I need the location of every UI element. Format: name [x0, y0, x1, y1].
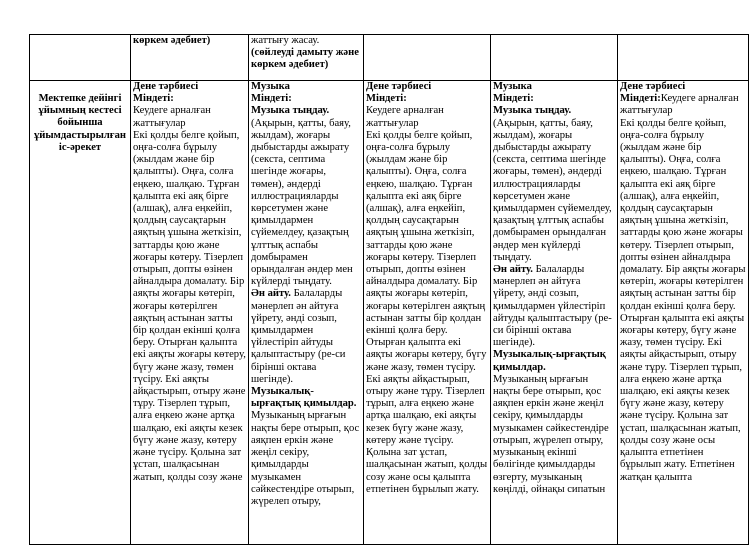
day-title: Дене тәрбиесі [133, 81, 199, 92]
block-text: Кеудеге арналған жаттығулар [620, 93, 739, 117]
task-label: Міндеті: [493, 93, 534, 105]
block-heading: Музыка тыңдау. [251, 105, 330, 117]
top-cell-2-text: жаттығу жасау. [251, 35, 320, 46]
task-label: Міндеті: [133, 93, 174, 105]
block-text: Екі қолды белге қойып, оңға-солға бұрылу (жылдам және бір қалыпты). Оңға, солға еңкею, шалқаю. Тұрған қалыпта екі аяқ бірге (алшақ), алға еңкейіп, қолдың саусақтарын аяқтың ұшына жеткізіп, заттарды қою және жоғары көтеру. Тізерлеп отырып, допты өзінен айналдыра домалату. Бір аяқты жоғары көтеріп, жоғары көтерілген аяқтың астынан затты бір қолдан екінші қолға беру. Отырған қалыпта екі аяқты жоғары көтеру, бүгу және жазу, төмен түсіру. Екі аяқты айқастырып, отыру және тұру. Тізерлеп тұрып, алға еңкею және артқа шалқаю, екі аяқты кезек бүгу және жазу, көтеру және түсіру. Қолына зат ұстап, шалқасынан жатып, қолды созу және осы қалыпта етпетінен бұрылып жату. Етпетінен жатқан қалыпта [620, 117, 746, 483]
top-cell-4 [491, 35, 618, 81]
block-text: Кеудеге арналған жаттығулар [366, 105, 444, 129]
top-cell-1 [131, 35, 249, 81]
day-cell-1 [131, 81, 249, 545]
block-heading: Музыкалық-ырғақтық қимылдар. [493, 349, 606, 373]
schedule-table [29, 34, 749, 545]
block-text: Екі қолды белге қойып, оңға-солға бұрылу (жылдам және бір қалыпты). Оңға, солға еңкею, шалқаю. Тұрған қалыпта екі аяқ бірге (алшақ), алға еңкейіп, қолдың саусақтарын аяқтың ұшына жеткізіп, заттарды қою және жоғары көтеру. Тізерлеп отырып, допты өзінен айналдыра домалату. Бір аяқты жоғары көтеріп, жоғары көтерілген аяқтың астынан затты бір қолдан екінші қолға беру. Отырған қалыпта екі аяқты жоғары көтеру, бүгу және жазу, төмен түсіру. Екі аяқты айқастырып, отыру және тұру. Тізерлеп тұрып, алға еңкею және артқа шалқаю, екі аяқты кезек бүгу және жазу, көтеру және түсіру. Қолына зат ұстап, шалқасынан жатып, қолды созу және осы қалыпта етпетінен бұрылып жату. [366, 129, 488, 495]
task-label: Міндеті: [251, 93, 292, 105]
top-cell-2-note: (сөйлеуді дамыту және көркем әдебиет) [251, 47, 359, 71]
activity-row [30, 81, 749, 545]
top-cell-1-text: көркем әдебиет) [133, 35, 211, 46]
day-title: Музыка [251, 81, 290, 92]
block-heading: Ән айту. [251, 288, 291, 300]
block-heading: Музыкалық-ырғақтық қимылдар. [251, 386, 357, 410]
day-title: Дене тәрбиесі [366, 81, 432, 92]
day-cell-5 [618, 81, 749, 545]
top-cell-2 [249, 35, 364, 81]
block-text: Музыканың ырғағын нақты бере отырып, қос аяқпен еркін және жеңіл секіру, қимылдарды музыкамен сәйкестендіре отырып, жүрелеп отыру, [251, 410, 360, 507]
block-text: Кеудеге арналған жаттығулар [133, 105, 211, 129]
task-label: Міндеті: [366, 93, 407, 105]
day-title: Музыка [493, 81, 532, 92]
top-cell-5 [618, 35, 749, 81]
block-heading: Ән айту. [493, 264, 533, 276]
day-cell-4 [491, 81, 618, 545]
block-text: (Ақырын, қатты, баяу, жылдам), жоғары дыбыстарды ажырату (секста, септима шегінде жоғары, төмен), әндерді иллюстрацияларды көрсетумен және қимылдармен сүйемелдеу, қазақтың ұлттық аспабы домбырамен орындалған әндер мен күйлерді тыңдату. [251, 117, 353, 288]
day-cell-2 [249, 81, 364, 545]
row-header: Мектепке дейінгі ұйымның кестесі бойынша ұйымдастырылған іс-әрекет [30, 81, 131, 545]
block-text: Музыканың ырғағын нақты бере отырып, қос аяқпен еркін және жеңіл секіру, қимылдарды музыкамен сәйкестендіре отырып, жүрелеп отыру, музыканың екінші бөлігінде қимылдарды өзгерту, музыканың көңілді, ойнақы сипатын [493, 373, 609, 495]
day-cell-3 [364, 81, 491, 545]
block-heading: Музыка тыңдау. [493, 105, 572, 117]
top-cell-0 [30, 35, 131, 81]
day-title: Дене тәрбиесі [620, 81, 686, 92]
block-text: Екі қолды белге қойып, оңға-солға бұрылу (жылдам және бір қалыпты). Оңға, солға еңкею, шалқаю. Тұрған қалыпта екі аяқ бірге (алшақ), алға еңкейіп, қолдың саусақтарын аяқтың ұшына жеткізіп, заттарды қою және жоғары көтеру. Тізерлеп отырып, допты өзінен айналдыра домалату. Бір аяқты жоғары көтеріп, жоғары көтерілген аяқтың астынан затты бір қолдан екінші қолға беру. Отырған қалыпта екі аяқты жоғары көтеру, бүгу және жазу, төмен түсіру. Екі аяқты айқастырып, отыру және тұру. Тізерлеп тұрып, алға еңкею және артқа шалқаю, екі аяқты кезек бүгу және жазу, көтеру және түсіру. Қолына зат ұстап, шалқасынан жатып, қолды созу және [133, 129, 246, 483]
block-text: Балаларды мәнерлеп ән айтуға үйрету, әнді созып, қимылдармен үйлестіріп айтуды қалыптастыру (ре-си бірінші октава шегінде). [493, 264, 612, 349]
top-row [30, 35, 749, 81]
task-label: Міндеті: [620, 93, 661, 105]
top-cell-3 [364, 35, 491, 81]
block-text: Балаларды мәнерлеп ән айтуға үйрету, әнді созып, қимылдармен үйлестіріп айтуды қалыптастыру (ре-си бірінші октава шегінде). [251, 288, 346, 385]
block-text: (Ақырын, қатты, баяу, жылдам), жоғары дыбыстарды ажырату (секста, септима шегінде жоғары, төмен), әндерді иллюстрацияларды көрсетумен және қимылдармен сүйемелдеу, қазақтың ұлттық аспабы домбырамен орындалған әндер мен күйлерді тыңдату. [493, 117, 612, 263]
